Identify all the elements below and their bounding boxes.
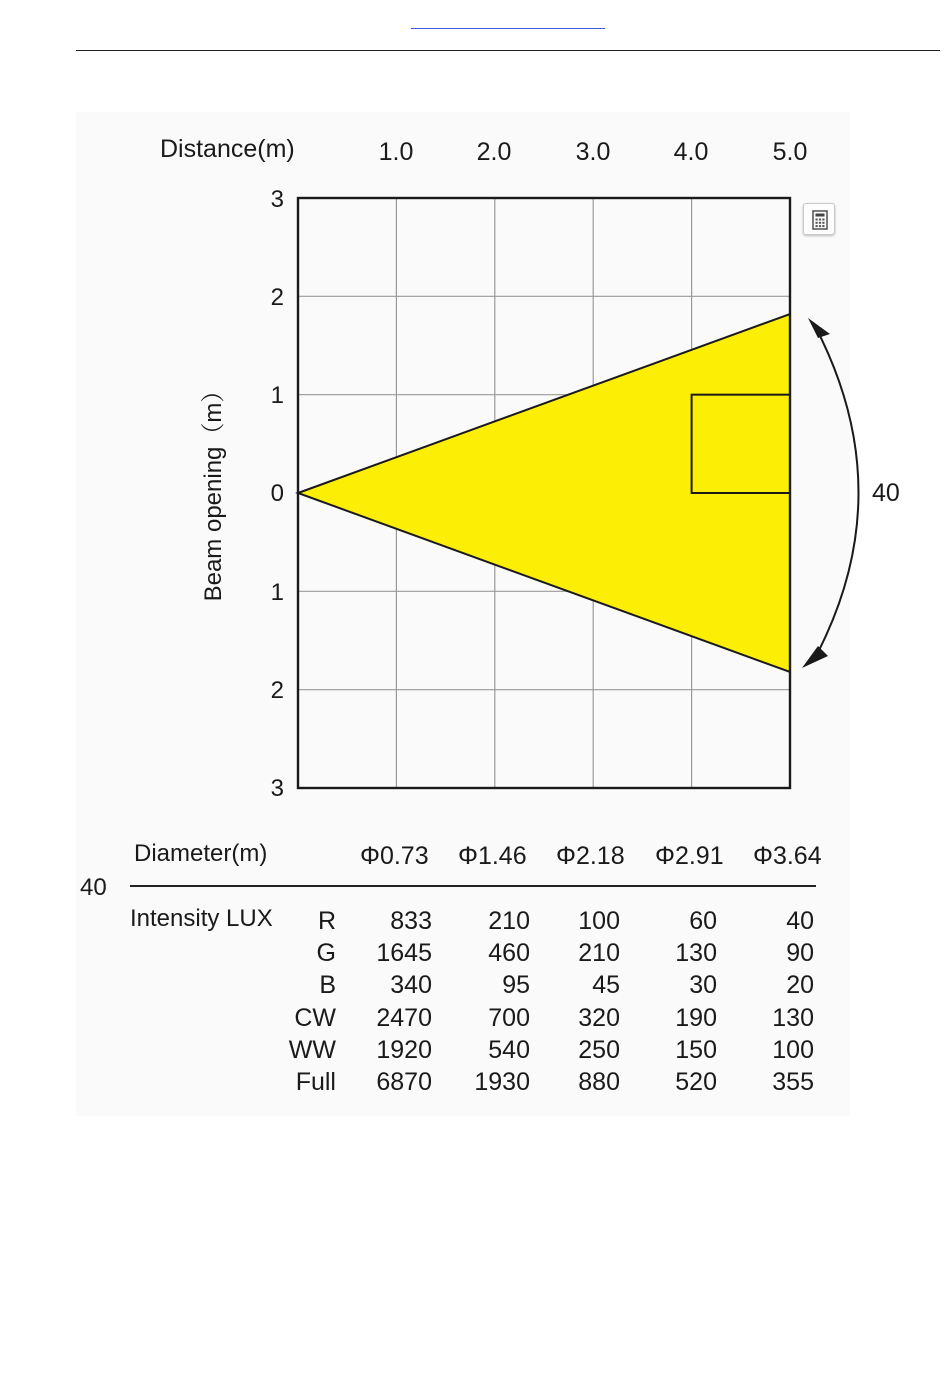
- table-cell: 460: [488, 939, 530, 967]
- table-cell: 95: [502, 971, 530, 999]
- distance-tick: 3.0: [575, 138, 611, 166]
- diameter-title: Diameter(m): [134, 840, 268, 867]
- table-cell: 210: [578, 939, 620, 967]
- row-label: Full: [295, 1068, 336, 1096]
- table-cell: 1930: [474, 1068, 530, 1096]
- calculator-button[interactable]: [803, 203, 835, 235]
- distance-title: Distance(m): [160, 135, 295, 163]
- intensity-title: Intensity LUX: [130, 905, 273, 932]
- diameter-value: Φ0.73: [360, 842, 429, 870]
- y-axis-title: Beam opening（m）: [200, 378, 227, 602]
- table-cell: 30: [689, 971, 717, 999]
- distance-tick: 5.0: [772, 138, 808, 166]
- y-tick: 3: [270, 186, 284, 213]
- table-cell: 700: [488, 1004, 530, 1032]
- beam-angle-label: 40: [872, 479, 900, 507]
- table-cell: 540: [488, 1036, 530, 1064]
- table-cell: 130: [772, 1004, 814, 1032]
- row-label: CW: [294, 1004, 336, 1032]
- arrow-head-bottom: [802, 646, 828, 668]
- arrow-head-top: [808, 318, 830, 338]
- distance-tick: 2.0: [476, 138, 512, 166]
- y-tick: 1: [270, 579, 284, 606]
- table-cell: 6870: [376, 1068, 432, 1096]
- table-cell: 90: [786, 939, 814, 967]
- table-cell: 100: [772, 1036, 814, 1064]
- distance-tick: 1.0: [378, 138, 414, 166]
- diameter-value: Φ2.91: [655, 842, 724, 870]
- table-cell: 130: [675, 939, 717, 967]
- table-cell: 40: [786, 907, 814, 935]
- table-cell: 210: [488, 907, 530, 935]
- table-cell: 833: [390, 907, 432, 935]
- calculator-icon: [810, 210, 830, 230]
- table-rule: [130, 885, 816, 887]
- table-cell: 520: [675, 1068, 717, 1096]
- row-label: G: [316, 939, 336, 967]
- beam-angle-arc: [815, 326, 859, 658]
- table-cell: 880: [578, 1068, 620, 1096]
- y-tick: 2: [270, 677, 284, 704]
- y-tick: 1: [270, 382, 284, 409]
- table-cell: 320: [578, 1004, 620, 1032]
- table-cell: 250: [578, 1036, 620, 1064]
- y-tick: 2: [270, 284, 284, 311]
- row-label: B: [319, 971, 336, 999]
- table-cell: 100: [578, 907, 620, 935]
- diameter-value: Φ3.64: [753, 842, 822, 870]
- table-cell: 1645: [376, 939, 432, 967]
- table-cell: 20: [786, 971, 814, 999]
- distance-tick: 4.0: [673, 138, 709, 166]
- diameter-value: Φ1.46: [458, 842, 527, 870]
- table-angle-label: 40: [80, 874, 107, 901]
- table-cell: 2470: [376, 1004, 432, 1032]
- table-cell: 190: [675, 1004, 717, 1032]
- row-label: R: [317, 907, 336, 935]
- table-cell: 340: [390, 971, 432, 999]
- table-cell: 150: [675, 1036, 717, 1064]
- table-cell: 45: [592, 971, 620, 999]
- table-cell: 60: [689, 907, 717, 935]
- row-label: WW: [288, 1036, 336, 1064]
- y-tick: 3: [270, 775, 284, 802]
- table-cell: 1920: [376, 1036, 432, 1064]
- y-tick: 0: [270, 480, 284, 507]
- diameter-value: Φ2.18: [556, 842, 625, 870]
- table-cell: 355: [772, 1068, 814, 1096]
